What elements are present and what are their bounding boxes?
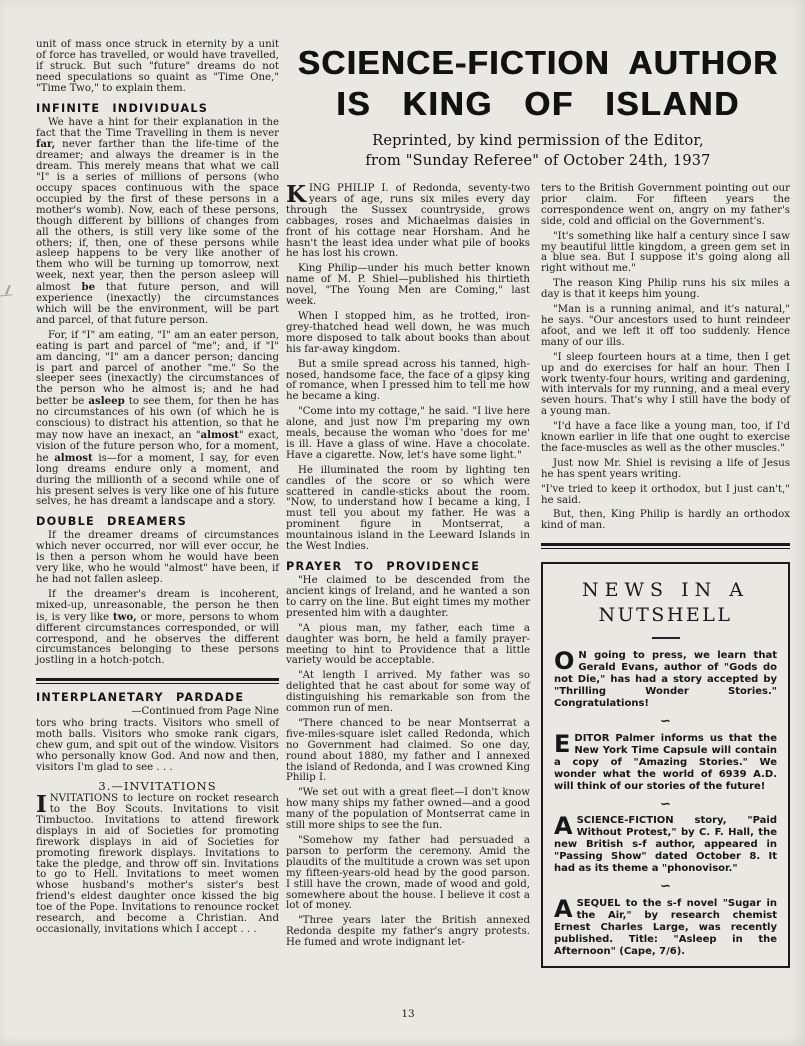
section-heading-infinite-individuals: INFINITE INDIVIDUALS: [36, 101, 209, 115]
news-item-text: SCIENCE-FICTION story, "Paid Without Protest," by C. F. Hall, the new British s-f author, appeared in "Passing Show" dated October 8. It had as its theme a "phonovisor.": [554, 815, 777, 875]
middle-column: [286, 181, 531, 953]
paragraph: The reason King Philip runs his six miles a day is that it keeps him young.: [541, 278, 790, 301]
paragraph: King Philip—under his much better known name of M. P. Shiel—published his thirtieth novel, "The Young Men are Coming," last week.: [286, 263, 530, 308]
drop-cap: I: [36, 791, 47, 819]
right-column: [541, 184, 790, 968]
paragraph: He illuminated the room by lighting ten candles of the score or so which were scattered in candle-sticks about the room. "Now, to understand how I became a king, I must tell you about my father. He was a prominent figure in Montserrat, a mountainous island in the Leeward Islands in the West Indies.: [286, 464, 530, 553]
paragraph: If the dreamer's dream is incoherent, mixed-up, unreasonable, the person he then is, is very like two, or more, persons to whom different circumstances corresponded, or will correspond, and he observes the different circumstances belonging to these persons jostling in a hotch-potch.: [36, 588, 279, 667]
drop-cap: A: [554, 812, 573, 841]
page-number: 13: [401, 1008, 415, 1020]
paragraph: "There chanced to be near Montserrat a five-miles-square islet called Redonda, which no Government had claimed. So one day, round about 1880, my father and I annexed the island of Redonda, and I was crowned King Philip I.: [286, 717, 530, 784]
paragraph: "At length I arrived. My father was so delighted that he cast about for some way of distinguishing his remarkable son from the common run of men.: [286, 670, 530, 715]
section-heading-prayer-to-providence: PRAYER TO PROVIDENCE: [286, 560, 481, 573]
paragraph: ters to the British Government pointing out our prior claim. For fifteen years the correspondence went on, angry on my father's side, cold and official on the Government's.: [541, 183, 790, 227]
news-item: [554, 646, 777, 710]
paragraph: "A pious man, my father, each time a daughter was born, he held a family prayer-meeting to hint to Providence that a little variety would be acceptable.: [286, 622, 530, 667]
paragraph: But a smile spread across his tanned, high-nosed, handsome face, the face of a gipsy king of romance, when I pressed him to tell me how he became a king.: [286, 358, 530, 403]
headline-subtitle: [283, 132, 793, 171]
news-item: [554, 895, 777, 958]
paragraph: "Somehow my father had persuaded a parson to perform the ceremony. Amid the plaudits of the multitude a crown was set upon my fifteen-years-old head by the good parson. I still have the crown, made of wood and gold, somewhere about the house. I believe it cost a lot of money.: [286, 835, 530, 912]
paragraph: If the dreamer dreams of circumstances which never occurred, nor will ever occur, he is then a person whom he would have been very like, who he would "almost" have been, if he had not fallen asleep.: [36, 530, 279, 586]
paragraph: "I've tried to keep it orthodox, but I just can't," he said.: [541, 483, 790, 506]
lead-paragraph: [286, 181, 530, 260]
news-in-a-nutshell-box: [541, 562, 790, 968]
news-item: [554, 729, 777, 793]
news-item-text: N going to press, we learn that Gerald Evans, author of "Gods do not Die," has had a story accepted by "Thrilling Wonder Stories." Congratulations!: [554, 649, 777, 709]
squiggle-divider-icon: ∽: [660, 879, 671, 895]
subheading-invitations: 3.—INVITATIONS: [98, 778, 217, 793]
news-item-text: SEQUEL to the s-f novel "Sugar in the Air," by research chemist Ernest Charles Large, was recently published. Title: "Asleep in the Afternoon" (Cape, 7/6).: [554, 898, 777, 958]
squiggle-divider-icon: ∽: [660, 796, 671, 812]
paragraph: "It's something like half a century since I saw my beautiful little kingdom, a green gem set in a blue sea. But I suppose it's going along all right without me.": [541, 230, 790, 275]
section-heading-double-dreamers: DOUBLE DREAMERS: [36, 515, 187, 529]
squiggle-divider-icon: ∽: [660, 713, 671, 729]
continued-from-note: —Continued from Page Nine: [131, 706, 279, 718]
headline-line-2: IS KING OF ISLAND: [336, 85, 740, 122]
paragraph: "Come into my cottage," he said. "I live here alone, and just now I'm preparing my own meals, because the woman who 'does for me' is ill. Have a glass of wine. Have a chocolate. Have a cigarette. Now, let's have some light.": [286, 406, 530, 461]
paragraph: We have a hint for their explanation in the fact that the Time Travelling in them is never far, never farther than the life-time of the dreamer; and always the dreamer is in the dream. This merely means that what we call "I" is a series of millions of persons (who occupy spaces continuous with the space occupied by the first of these persons in a mother's womb). Now, each of these persons, though different by billions of changes from all the others, is still very like some of the others; if, then, one of these persons while asleep happens to be very like another of them who will be turning up tomorrow, next week, next year, then the person asleep will almost be that future person, and will experience (inexactly) the circumstances which will be the environment, will be part and parcel, of that future person.: [36, 116, 279, 326]
paragraph: "We set out with a great fleet—I don't know how many ships my father owned—and a good many of the population of Montserrat came in still more ships to see the fun.: [286, 787, 530, 832]
paragraph: "I sleep fourteen hours at a time, then I get up and do exercises for half an hour. Then I work twenty-four hours, writing and gardening, with intervals for my running, and a meal every seven hours. That's why I still have the body of a young man.: [541, 351, 790, 418]
section-heading-interplanetary-pardade: INTERPLANETARY PARDADE: [36, 691, 245, 705]
double-rule-divider: [36, 678, 279, 684]
double-rule-divider: [541, 543, 790, 549]
subtitle-line-2: from "Sunday Referee" of October 24th, 1937: [365, 152, 711, 169]
paragraph: When I stopped him, as he trotted, iron-grey-thatched head well down, he was much more disposed to talk about books than about his far-away kingdom.: [286, 310, 530, 355]
drop-cap: A: [554, 895, 573, 924]
paragraph: Just now Mr. Shiel is revising a life of Jesus he has spent years writing.: [541, 457, 790, 480]
paragraph: unit of mass once struck in eternity by a unit of force has travelled, or would have travelled, if struck. But such "future" dreams do not need speculations so quaint as "Time One," "Time Two," to explain them.: [36, 39, 279, 94]
drop-cap: K: [286, 181, 306, 208]
article-headline: [283, 44, 793, 171]
subtitle-line-1: Reprinted, by kind permission of the Editor,: [372, 133, 704, 149]
paragraph-text: NVITATIONS to lecture on rocket research to the Boy Scouts. Invitations to visit Timbuctoo. Invitations to attend firework displays in aid of Societies for promoting firework displays in aid of Societies for promoting firework displays. Invitations to take the pledge, and throw off sin. Invitations to go to Hell. Invitations to meet women whose husband's mother's sister's best friend's eldest daughter once kissed the big toe of the Pope. Invitations to renounce rocket research, and become a Christian. And occasionally, invitations which I accept . . .: [36, 793, 279, 935]
nutshell-title-line-1: NEWS IN A: [582, 579, 749, 602]
drop-cap: O: [554, 646, 575, 675]
news-item: [554, 812, 777, 875]
paragraph-text: ING PHILIP I. of Redonda, seventy-two years of age, runs six miles every day through the Sussex countryside, grows cabbages, roses and Michaelmas daisies in front of his cottage near Horsham. And he hasn't the least idea under what pile of books he has lost his crown.: [286, 183, 530, 260]
left-column: [36, 40, 279, 940]
handwritten-margin-mark: [0, 283, 13, 297]
paragraph: For, if "I" am eating, "I" am an eater person, eating is part and parcel of "me"; and, if "I" am dancing, "I" am a dancer person; dancing is part and parcel of another "me." So the sleeper sees (inexactly) the circumstances of the person who he almost is; and he had better be asleep to see them, for then he has no circumstances of his own (of which he is conscious) to distract his attention, so that he may now have an inexact, an "almost" exact, vision of the future person who, for a moment, he almost is—for a moment, I say, for even long dreams endure only a moment, and during the millionth of a second while one of his present selves is very like one of his future selves, he has dreamt a landscape and a story.: [36, 329, 279, 508]
drop-cap: E: [554, 729, 571, 758]
paragraph: "Three years later the British annexed Redonda despite my father's angry protests. He fumed and wrote indignant let-: [286, 915, 530, 949]
paragraph: "Man is a running animal, and it's natural," he says. "Our ancestors used to hunt reindeer afoot, and we left it off too suddenly. Hence many of our ills.: [541, 304, 790, 348]
nutshell-title: [554, 578, 777, 627]
paragraph: "I'd have a face like a young man, too, if I'd known earlier in life that one ought to exercise the face-muscles as well as the other muscles.": [541, 421, 790, 454]
nutshell-title-line-2: NUTSHELL: [598, 603, 733, 626]
paragraph: But, then, King Philip is hardly an orthodox kind of man.: [541, 509, 790, 532]
paragraph: "He claimed to be descended from the ancient kings of Ireland, and he wanted a son to carry on the line. But eight times my mother presented him with a daughter.: [286, 575, 531, 619]
headline-line-1: SCIENCE-FICTION AUTHOR: [297, 44, 779, 81]
news-item-text: DITOR Palmer informs us that the New York Time Capsule will contain a copy of "Amazing Stories." We wonder what the world of 6939 A.D. will think of our stories of the future!: [554, 732, 777, 792]
title-underline-dash: [652, 637, 680, 639]
paragraph: tors who bring tracts. Visitors who smell of moth balls. Visitors who smoke rank cigars, chew gum, and spit out of the window. Visitors who personally know God. And now and then, visitors I'm glad to see . . .: [36, 718, 279, 773]
paragraph: [36, 791, 279, 936]
